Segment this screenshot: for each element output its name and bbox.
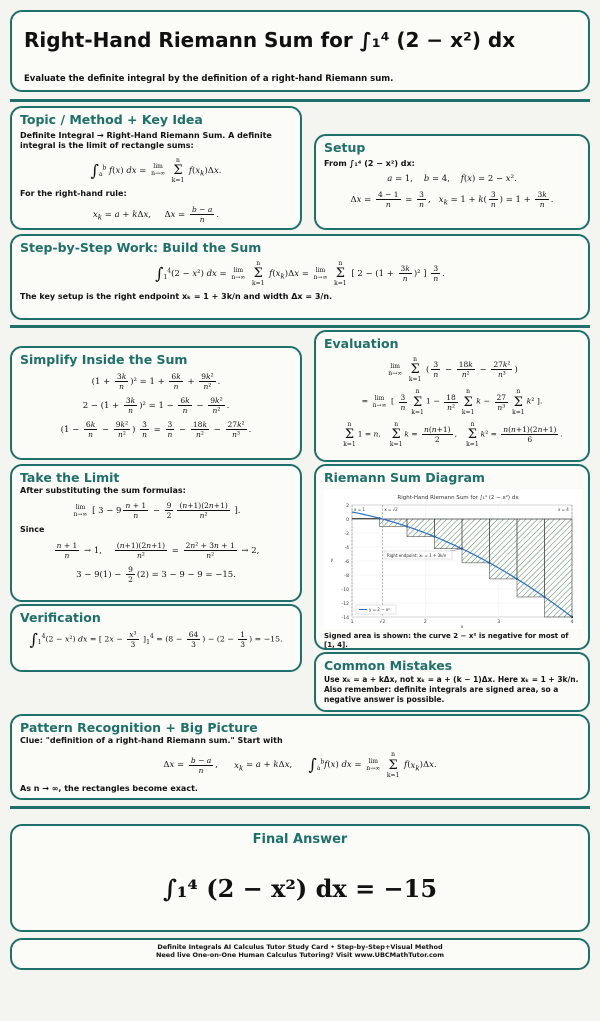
pattern-clue: Clue: "definition of a right-hand Riemann sum." Start with [20,736,283,745]
verification-heading: Verification [20,610,101,625]
page-title: Right-Hand Riemann Sum for ∫₁⁴ (2 − x²) dx [24,28,516,52]
build-sum-expression: $\int_1^4(2 - x^2)$ dx = lim n→∞ n Σ k=1 $f(x_k)\Delta x$ = lim n→∞ n Σ k=1 [ 2 − (1 + $\frac{3k}{n}$ )² ] $\frac{3}{n}$ . [155,260,445,288]
build-card [10,234,590,320]
limit-heading: Take the Limit [20,470,120,485]
riemann-rectangle [490,519,518,579]
evaluation-step-2: = lim n→∞ [ $\frac{3}{n}$ n Σ k=1 1 − $\frac{18}{\text{n²}}$ n Σ k=1 k − $\frac{27}{\text{n³}}$ n Σ k=1 k² ]. [361,388,543,416]
diagram-heading: Riemann Sum Diagram [324,470,485,485]
limit-card [10,464,302,602]
x-tick-label: 4 [570,620,574,625]
y-tick-label: -6 [344,559,349,565]
pattern-formulas: Δx = $\frac{b - a}{n}$ , $x_k = a + k\Delta x$, $\int_a^bf(x)$ dx = lim n→∞ n Σ k=1 $f(x_k)\Delta x$. [163,751,437,779]
y-tick-label: 0 [346,517,349,523]
diagram-card [314,464,590,650]
y-tick-label: -2 [344,531,349,537]
mistakes-heading: Common Mistakes [324,658,453,673]
topic-heading: Topic / Method + Key Idea [20,112,203,127]
verification-expression: $\int_1^4(2 - x^2)$ dx = [ 2x − $\frac{\text{x³}}{3}$ ]$_1^4 = (8$ − $\frac{64}{3}$ ) − (2 − $\frac{1}{3}$ ) = −15. [29,630,283,650]
header-card [10,10,590,92]
section-divider [10,806,590,809]
limit-result: 3 − 9(1) − $\frac{9}{2}$ (2) = 3 − 9 − 9 = −15. [76,564,236,584]
pattern-heading: Pattern Recognition + Big Picture [20,720,258,735]
verification-card [10,604,302,672]
evaluation-heading: Evaluation [324,336,399,351]
evaluation-step-1: lim n→∞ n Σ k=1 ( $\frac{3}{n}$ − $\frac{18k}{\text{n²}}$ − $\frac{\text{27k²}}{\text{n³}}$ ) [388,356,518,384]
limit-since-label: Since [20,525,45,535]
build-note: The key setup is the right endpoint xₖ = 1 + 3k/n and width Δx = 3/n. [20,292,333,302]
final-heading: Final Answer [252,832,348,847]
setup-from-label: From ∫₁⁴ (2 − x²) dx: [324,159,415,168]
footer-line-2: Need live One-on-One Human Calculus Tutoring? Visit www.UBCMathTutor.com [155,951,445,960]
section-divider [10,325,590,328]
y-tick-label: -14 [341,615,349,621]
mistakes-text: Use xₖ = a + kΔx, not xₖ = a + (k − 1)Δx. Here xₖ = 1 + 3k/n. Also remember: definite integrals are signed area, so a negative answer is possible. [324,675,579,704]
rule-label: For the right-hand rule: [20,189,127,199]
riemann-rectangle [462,519,490,563]
limit-facts: $\frac{n + 1}{n}$ → 1, $\frac{(n+1)(2n+1)}{\text{n²}}$ = $\frac{\text{2n² + 3n + 1}}{\text{n²}}$ → 2, [56,540,260,560]
chart-title: Right-Hand Riemann Sum for ∫₁⁴ (2 − x²) dx [397,495,519,501]
setup-dx-xk: Δx = $\frac{4 - 1}{n}$ = $\frac{3}{n}$ , $x_k = 1 + k$( $\frac{3}{n}$ ) = 1 + $\frac{3k}{n}$ . [350,189,554,209]
riemann-rectangle [545,519,573,617]
riemann-rectangle [352,518,380,519]
x-tick-label: 2 [423,620,427,625]
setup-values: a = 1, b = 4, f(x) = 2 − x². [387,174,517,185]
simplify-step-1: (1 + $\frac{3k}{n}$ )² = 1 + $\frac{6k}{n}$ + $\frac{\text{9k²}}{\text{n²}}$ . [91,372,221,391]
footer-card [10,938,590,970]
x-tick-label: 1 [350,620,354,625]
simplify-step-3: (1 − $\frac{6k}{n}$ − $\frac{\text{9k²}}{\text{n²}}$ ) $\frac{3}{n}$ = $\frac{3}{n}$ − $\frac{18k}{\text{n²}}$ − $\frac{\text{27k²}}{\text{n³}}$ . [60,420,252,439]
page-subtitle: Evaluate the definite integral by the definition of a right-hand Riemann sum. [24,74,394,84]
riemann-sum-chart [324,489,582,629]
y-tick-label: -10 [341,587,349,593]
build-heading: Step-by-Step Work: Build the Sum [20,240,262,255]
riemann-rectangle [517,519,545,597]
section-divider [10,99,590,102]
legend-label: y = 2 − x² [369,607,390,613]
right-hand-rule-formula: $x_k = a + k\Delta x$, Δx = $\frac{b - a}{n}$ . [92,204,220,224]
pattern-card [10,714,590,800]
definite-integral-definition: $\int_a^b$ f(x) dx = lim n→∞ n Σ k=1 $f(x_k)\Delta x$. [90,156,222,184]
vertical-marker-label: x = √2 [384,507,398,512]
simplify-step-2: 2 − (1 + $\frac{3k}{n}$ )² = 1 − $\frac{6k}{n}$ − $\frac{\text{9k²}}{\text{n²}}$ . [82,396,230,415]
riemann-rectangle [435,519,463,549]
y-tick-label: -8 [344,573,349,579]
topic-card [10,106,302,230]
final-answer: ∫₁⁴ (2 − x²) dx = −15 [162,874,438,903]
callout-label: Right endpoint: xₖ = 1 + 3k/n [387,552,447,558]
sum-formulas: n Σ k=1 1 = n, n Σ k=1 k = $\frac{n(n+1)}{2}$ , n Σ k=1 k² = $\frac{n(n+1)(2n+1)}{6}$ . [343,420,563,448]
limit-intro: After substituting the sum formulas: [20,486,186,495]
topic-intro: Definite Integral → Right-Hand Riemann Sum. A definite integral is the limit of rectangle sums: [20,131,272,151]
y-tick-label: 2 [346,503,349,509]
y-axis-label: y [330,558,334,563]
setup-card [314,134,590,230]
diagram-caption: Signed area is shown: the curve 2 − x² is negative for most of [1, 4]. [324,632,569,650]
vertical-marker-label: x = 4 [558,507,569,512]
setup-heading: Setup [324,140,366,155]
pattern-closing: As n → ∞, the rectangles become exact. [20,783,198,793]
evaluation-card [314,330,590,462]
simplify-heading: Simplify Inside the Sum [20,352,188,367]
footer-line-1: Definite Integrals AI Calculus Tutor Study Card • Step-by-Step+Visual Method [157,943,443,951]
final-answer-card [10,824,590,932]
y-tick-label: -12 [341,601,349,607]
limit-expression: lim n→∞ [ 3 − 9 $\frac{n + 1}{n}$ − $\frac{9}{2}$ $\frac{(n+1)(2n+1)}{\text{n²}}$ ]. [73,501,241,521]
x-tick-label: √2 [379,620,386,625]
mistakes-card [314,652,590,712]
x-tick-label: 3 [497,620,501,625]
y-tick-label: -4 [344,545,349,551]
simplify-card [10,346,302,460]
vertical-marker-label: x = 1 [354,507,365,512]
x-axis-label: x [460,625,464,629]
